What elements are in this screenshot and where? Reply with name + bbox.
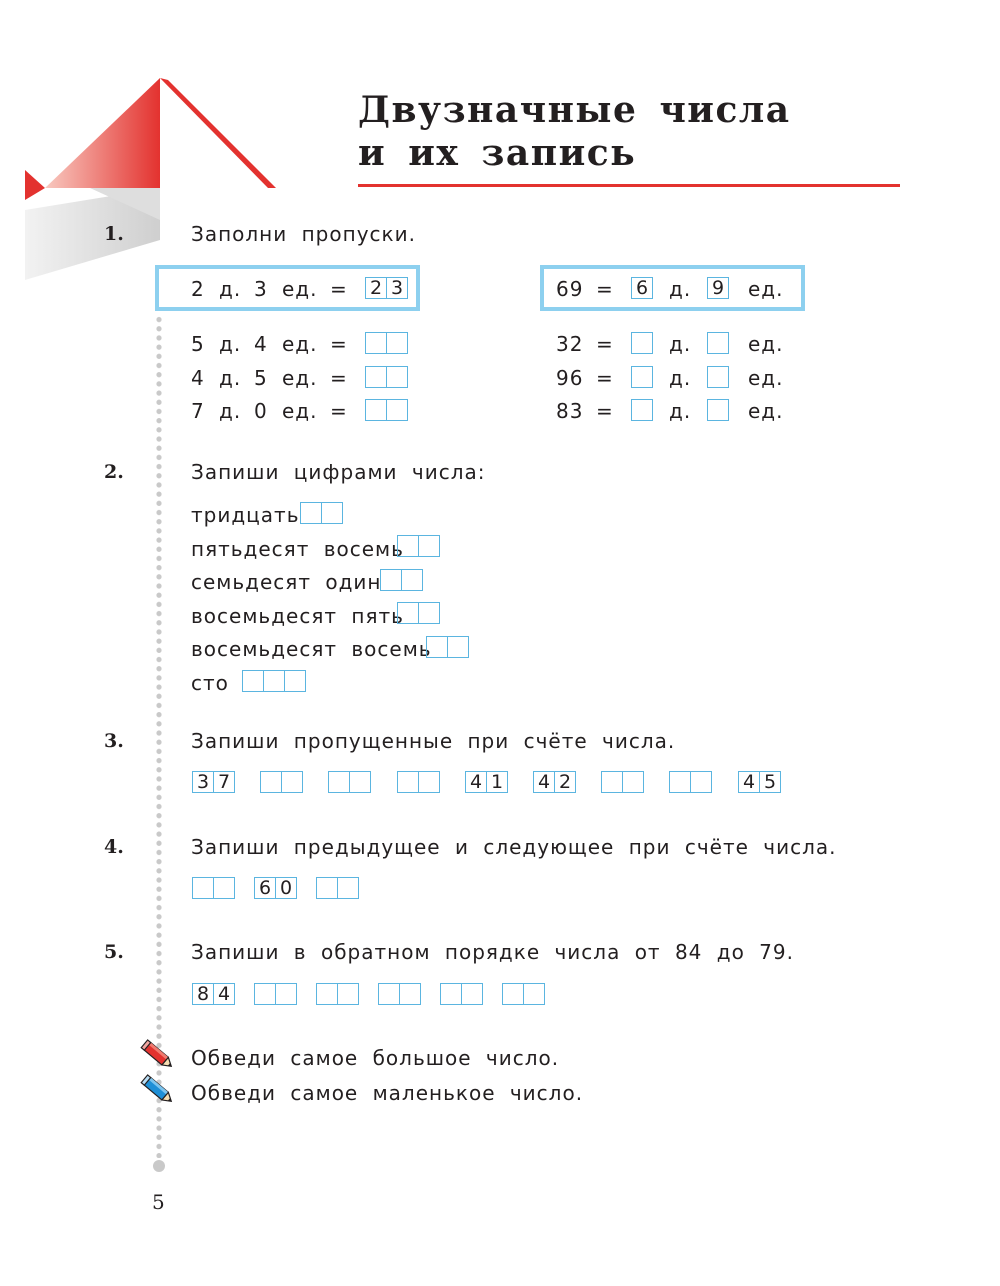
answer-input[interactable] <box>440 983 482 1005</box>
example-right-number: 69 <box>556 277 584 301</box>
digit-cell[interactable] <box>275 983 297 1005</box>
number-cell-pair <box>465 771 507 793</box>
task-2-number: 2. <box>104 461 124 483</box>
number-word: восемьдесят восемь <box>191 637 432 661</box>
digit-cell[interactable] <box>386 399 408 421</box>
digit-cell[interactable] <box>365 366 387 388</box>
digit-cell[interactable] <box>690 771 712 793</box>
digit-cell: 4 <box>738 771 760 793</box>
digit-cell[interactable] <box>349 771 371 793</box>
number-word: пятьдесят восемь <box>191 537 404 561</box>
tens-input[interactable] <box>631 366 653 388</box>
red-pencil-icon <box>140 1038 178 1074</box>
digit-cell[interactable] <box>380 569 402 591</box>
digit-cell[interactable] <box>418 771 440 793</box>
answer-input[interactable] <box>242 670 305 692</box>
row-number: 96 <box>556 366 584 390</box>
row-e-label: ед. <box>748 366 784 390</box>
units-input[interactable] <box>707 399 729 421</box>
answer-input[interactable] <box>601 771 643 793</box>
digit-cell[interactable] <box>418 602 440 624</box>
example-right-e-label: ед. <box>748 277 784 301</box>
row-eq: = <box>330 332 348 356</box>
banner-label: УЗНАЁМ НОВОЕ <box>182 87 274 179</box>
digit-cell[interactable] <box>254 983 276 1005</box>
row-d-label: д. <box>669 399 692 423</box>
row-d-label: д. <box>669 332 692 356</box>
answer-cell: 3 <box>386 277 408 299</box>
digit-cell: 6 <box>254 877 276 899</box>
tens-input[interactable] <box>631 399 653 421</box>
row-d-label: д. <box>669 366 692 390</box>
blue-pencil-instruction: Обведи самое маленькое число. <box>191 1081 584 1105</box>
row-e: 4 <box>254 332 268 356</box>
answer-input[interactable] <box>365 366 407 388</box>
row-d: 7 <box>191 399 205 423</box>
task-5-text: Запиши в обратном порядке числа от 84 до 79. <box>191 940 794 964</box>
row-e: 5 <box>254 366 268 390</box>
digit-cell[interactable] <box>386 366 408 388</box>
row-eq: = <box>596 332 614 356</box>
row-eq: = <box>596 399 614 423</box>
number-cell-pair <box>738 771 780 793</box>
example-left-d-label: д. <box>219 277 242 301</box>
digit-cell: 1 <box>486 771 508 793</box>
digit-cell: 3 <box>192 771 214 793</box>
digit-cell[interactable] <box>192 877 214 899</box>
digit-cell[interactable] <box>378 983 400 1005</box>
answer-input[interactable] <box>316 983 358 1005</box>
answer-input[interactable] <box>397 602 439 624</box>
row-e-label: ед. <box>748 332 784 356</box>
row-e-label: ед. <box>282 399 318 423</box>
row-number: 32 <box>556 332 584 356</box>
digit-cell: 4 <box>465 771 487 793</box>
digit-cell[interactable] <box>321 502 343 524</box>
number-cell-pair <box>254 877 296 899</box>
digit-cell[interactable] <box>426 636 448 658</box>
digit-cell[interactable] <box>397 602 419 624</box>
digit-cell[interactable] <box>213 877 235 899</box>
row-eq: = <box>596 366 614 390</box>
task-3-number: 3. <box>104 730 124 752</box>
digit-cell[interactable] <box>601 771 623 793</box>
digit-cell: 4 <box>533 771 555 793</box>
task-1-number: 1. <box>104 223 124 245</box>
digit-cell[interactable] <box>669 771 691 793</box>
digit-cell: 0 <box>275 877 297 899</box>
digit-cell[interactable] <box>242 670 264 692</box>
row-eq: = <box>330 399 348 423</box>
margin-dotted-line <box>155 315 163 1158</box>
answer-input[interactable] <box>397 535 439 557</box>
answer-cell: 2 <box>365 277 387 299</box>
digit-cell[interactable] <box>365 399 387 421</box>
row-d-label: д. <box>219 366 242 390</box>
task-4-text: Запиши предыдущее и следующее при счёте числа. <box>191 835 837 859</box>
digit-cell: 5 <box>759 771 781 793</box>
digit-cell: 8 <box>192 983 214 1005</box>
row-d: 4 <box>191 366 205 390</box>
digit-cell[interactable] <box>502 983 524 1005</box>
digit-cell[interactable] <box>281 771 303 793</box>
red-pencil-instruction: Обведи самое большое число. <box>191 1046 560 1070</box>
page-number: 5 <box>152 1190 165 1214</box>
digit-cell[interactable] <box>328 771 350 793</box>
units-input[interactable] <box>707 366 729 388</box>
number-word: семьдесят один <box>191 570 382 594</box>
example-left-e: 3 <box>254 277 268 301</box>
example-right-d-label: д. <box>669 277 692 301</box>
answer-input[interactable] <box>378 983 420 1005</box>
task-2-text: Запиши цифрами числа: <box>191 460 486 484</box>
digit-cell[interactable] <box>300 502 322 524</box>
number-cell-pair <box>533 771 575 793</box>
row-d-label: д. <box>219 332 242 356</box>
example-left-e-label: ед. <box>282 277 318 301</box>
row-e-label: ед. <box>748 399 784 423</box>
example-left-answer <box>365 277 407 299</box>
answer-input[interactable] <box>669 771 711 793</box>
page-title-line-1: Двузначные числа <box>358 89 791 131</box>
digit-cell[interactable] <box>316 877 338 899</box>
row-e-label: ед. <box>282 366 318 390</box>
digit-cell: 7 <box>213 771 235 793</box>
task-5-number: 5. <box>104 941 124 963</box>
row-d-label: д. <box>219 399 242 423</box>
number-cell-pair <box>192 771 234 793</box>
row-number: 83 <box>556 399 584 423</box>
title-underline <box>358 184 900 187</box>
example-left-eq: = <box>330 277 348 301</box>
answer-input[interactable] <box>380 569 422 591</box>
digit-cell[interactable] <box>397 535 419 557</box>
tens-input[interactable] <box>631 332 653 354</box>
task-1-text: Заполни пропуски. <box>191 222 416 246</box>
digit-cell[interactable] <box>397 771 419 793</box>
number-cell-pair <box>192 983 234 1005</box>
answer-input[interactable] <box>254 983 296 1005</box>
digit-cell[interactable] <box>260 771 282 793</box>
margin-line-end-dot <box>153 1160 165 1172</box>
row-e-label: ед. <box>282 332 318 356</box>
units-input[interactable] <box>707 332 729 354</box>
digit-cell[interactable] <box>447 636 469 658</box>
blue-pencil-icon <box>140 1073 178 1109</box>
answer-input[interactable] <box>365 399 407 421</box>
answer-input[interactable] <box>328 771 370 793</box>
answer-input[interactable] <box>260 771 302 793</box>
digit-cell[interactable] <box>365 332 387 354</box>
example-right-eq: = <box>596 277 614 301</box>
number-word: тридцать <box>191 503 300 527</box>
example-left-d: 2 <box>191 277 205 301</box>
digit-cell[interactable] <box>337 983 359 1005</box>
digit-cell[interactable] <box>401 569 423 591</box>
answer-input[interactable] <box>502 983 544 1005</box>
number-word: сто <box>191 671 229 695</box>
digit-cell[interactable] <box>622 771 644 793</box>
row-eq: = <box>330 366 348 390</box>
answer-input[interactable] <box>397 771 439 793</box>
answer-input[interactable] <box>426 636 468 658</box>
number-word: восемьдесят пять <box>191 604 404 628</box>
digit-cell[interactable] <box>263 670 285 692</box>
digit-cell[interactable] <box>461 983 483 1005</box>
digit-cell[interactable] <box>399 983 421 1005</box>
task-3-text: Запиши пропущенные при счёте числа. <box>191 729 676 753</box>
digit-cell[interactable] <box>337 877 359 899</box>
digit-cell[interactable] <box>316 983 338 1005</box>
task-4-number: 4. <box>104 836 124 858</box>
digit-cell[interactable] <box>284 670 306 692</box>
answer-input[interactable] <box>192 877 234 899</box>
digit-cell: 4 <box>213 983 235 1005</box>
example-right-d: 6 <box>631 277 653 299</box>
row-d: 5 <box>191 332 205 356</box>
answer-input[interactable] <box>316 877 358 899</box>
digit-cell[interactable] <box>418 535 440 557</box>
answer-input[interactable] <box>300 502 342 524</box>
row-e: 0 <box>254 399 268 423</box>
digit-cell[interactable] <box>523 983 545 1005</box>
answer-input[interactable] <box>365 332 407 354</box>
digit-cell[interactable] <box>386 332 408 354</box>
example-right-e: 9 <box>707 277 729 299</box>
corner-decoration <box>0 70 290 285</box>
digit-cell[interactable] <box>440 983 462 1005</box>
digit-cell: 2 <box>554 771 576 793</box>
page-title-line-2: и их запись <box>358 132 637 174</box>
